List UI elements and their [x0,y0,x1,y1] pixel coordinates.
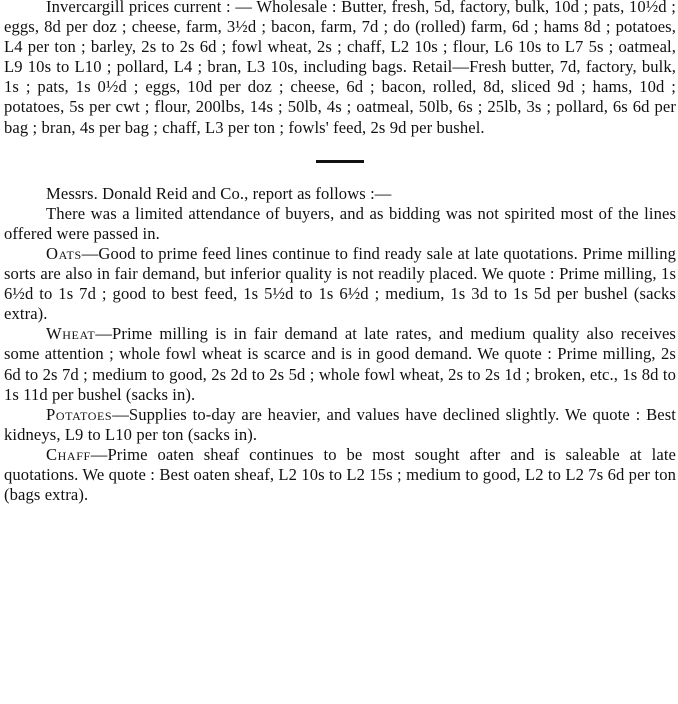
oats-heading: Oats [46,243,82,263]
potatoes-heading: Potatoes [46,404,113,424]
wheat-body: —Prime milling is in fair demand at late rates, and medium quality also receives some attention ; whole fowl wheat is scarce and is in good demand. We quote : Prime milling, 2s 6d to 2s 7d ; medium to good, 2s 2d to 2s 5d ; whole fowl wheat, 2s to 2s 1d ; broken, etc., 1s 8d to 1s 11d per bushel (sacks in). [4,324,676,404]
oats-body: —Good to prime feed lines continue to find ready sale at late quotations. Prime milling sorts are also in fair demand, but inferior quality is not readily placed. We quote : Prime milling, 1s 6½d to 1s 7d ; good to best feed, 1s 5½d to 1s 6½d ; medium, 1s 3d to 1s 5d per bushel (sacks extra). [4,243,676,324]
chaff-body: —Prime oaten sheaf continues to be most sought after and is saleable at late quotations. We quote : Best oaten sheaf, L2 10s to L2 15s ; medium to good, L2 to L2 7s 6d per ton (bags extra). [4,444,676,505]
invercargill-prices-paragraph: Invercargill prices current : — Wholesale : Butter, fresh, 5d, factory, bulk, 10d ; pats, 10½d ; eggs, 8d per doz ; cheese, farm, 3½d ; bacon, farm, 7d ; do (rolled) farm, 6d ; hams 8d ; potatoes, L4 per ton ; barley, 2s to 2s 6d ; fowl wheat, 2s ; chaff, L2 10s ; flour, L6 10s to L7 5s ; oatmeal, L9 10s to L10 ; pollard, L4 ; bran, L3 10s, including bags. Retail—Fresh butter, 7d, factory, bulk, 1s ; pats, 1s 0½d ; eggs, 10d per doz ; cheese, 6d ; bacon, rolled, 8d, sliced 9d ; hams, 10d ; potatoes, 5s per cwt ; flour, 200lbs, 14s ; 50lb, 4s ; oatmeal, 50lb, 6s ; 25lb, 3s ; pollard, 6s 6d per bag ; bran, 4s per bag ; chaff, L3 per ton ; fowls' feed, 2s 9d per bushel. [4,0,676,137]
wheat-paragraph [4,324,676,404]
potatoes-paragraph [4,405,676,445]
report-intro: Messrs. Donald Reid and Co., report as follows :— [46,183,392,203]
oats-paragraph [4,244,676,324]
section-divider-rule [316,160,364,163]
newspaper-column [4,0,676,704]
chaff-heading: Chaff [46,444,91,464]
wheat-heading: Wheat [46,324,96,344]
attendance-paragraph: There was a limited attendance of buyers, and as bidding was not spirited most of the lines offered were passed in. [4,203,676,243]
chaff-paragraph [4,445,676,505]
potatoes-body: —Supplies to-day are heavier, and values have declined slightly. We quote : Best kidneys, L9 to L10 per ton (sacks in). [4,404,676,444]
